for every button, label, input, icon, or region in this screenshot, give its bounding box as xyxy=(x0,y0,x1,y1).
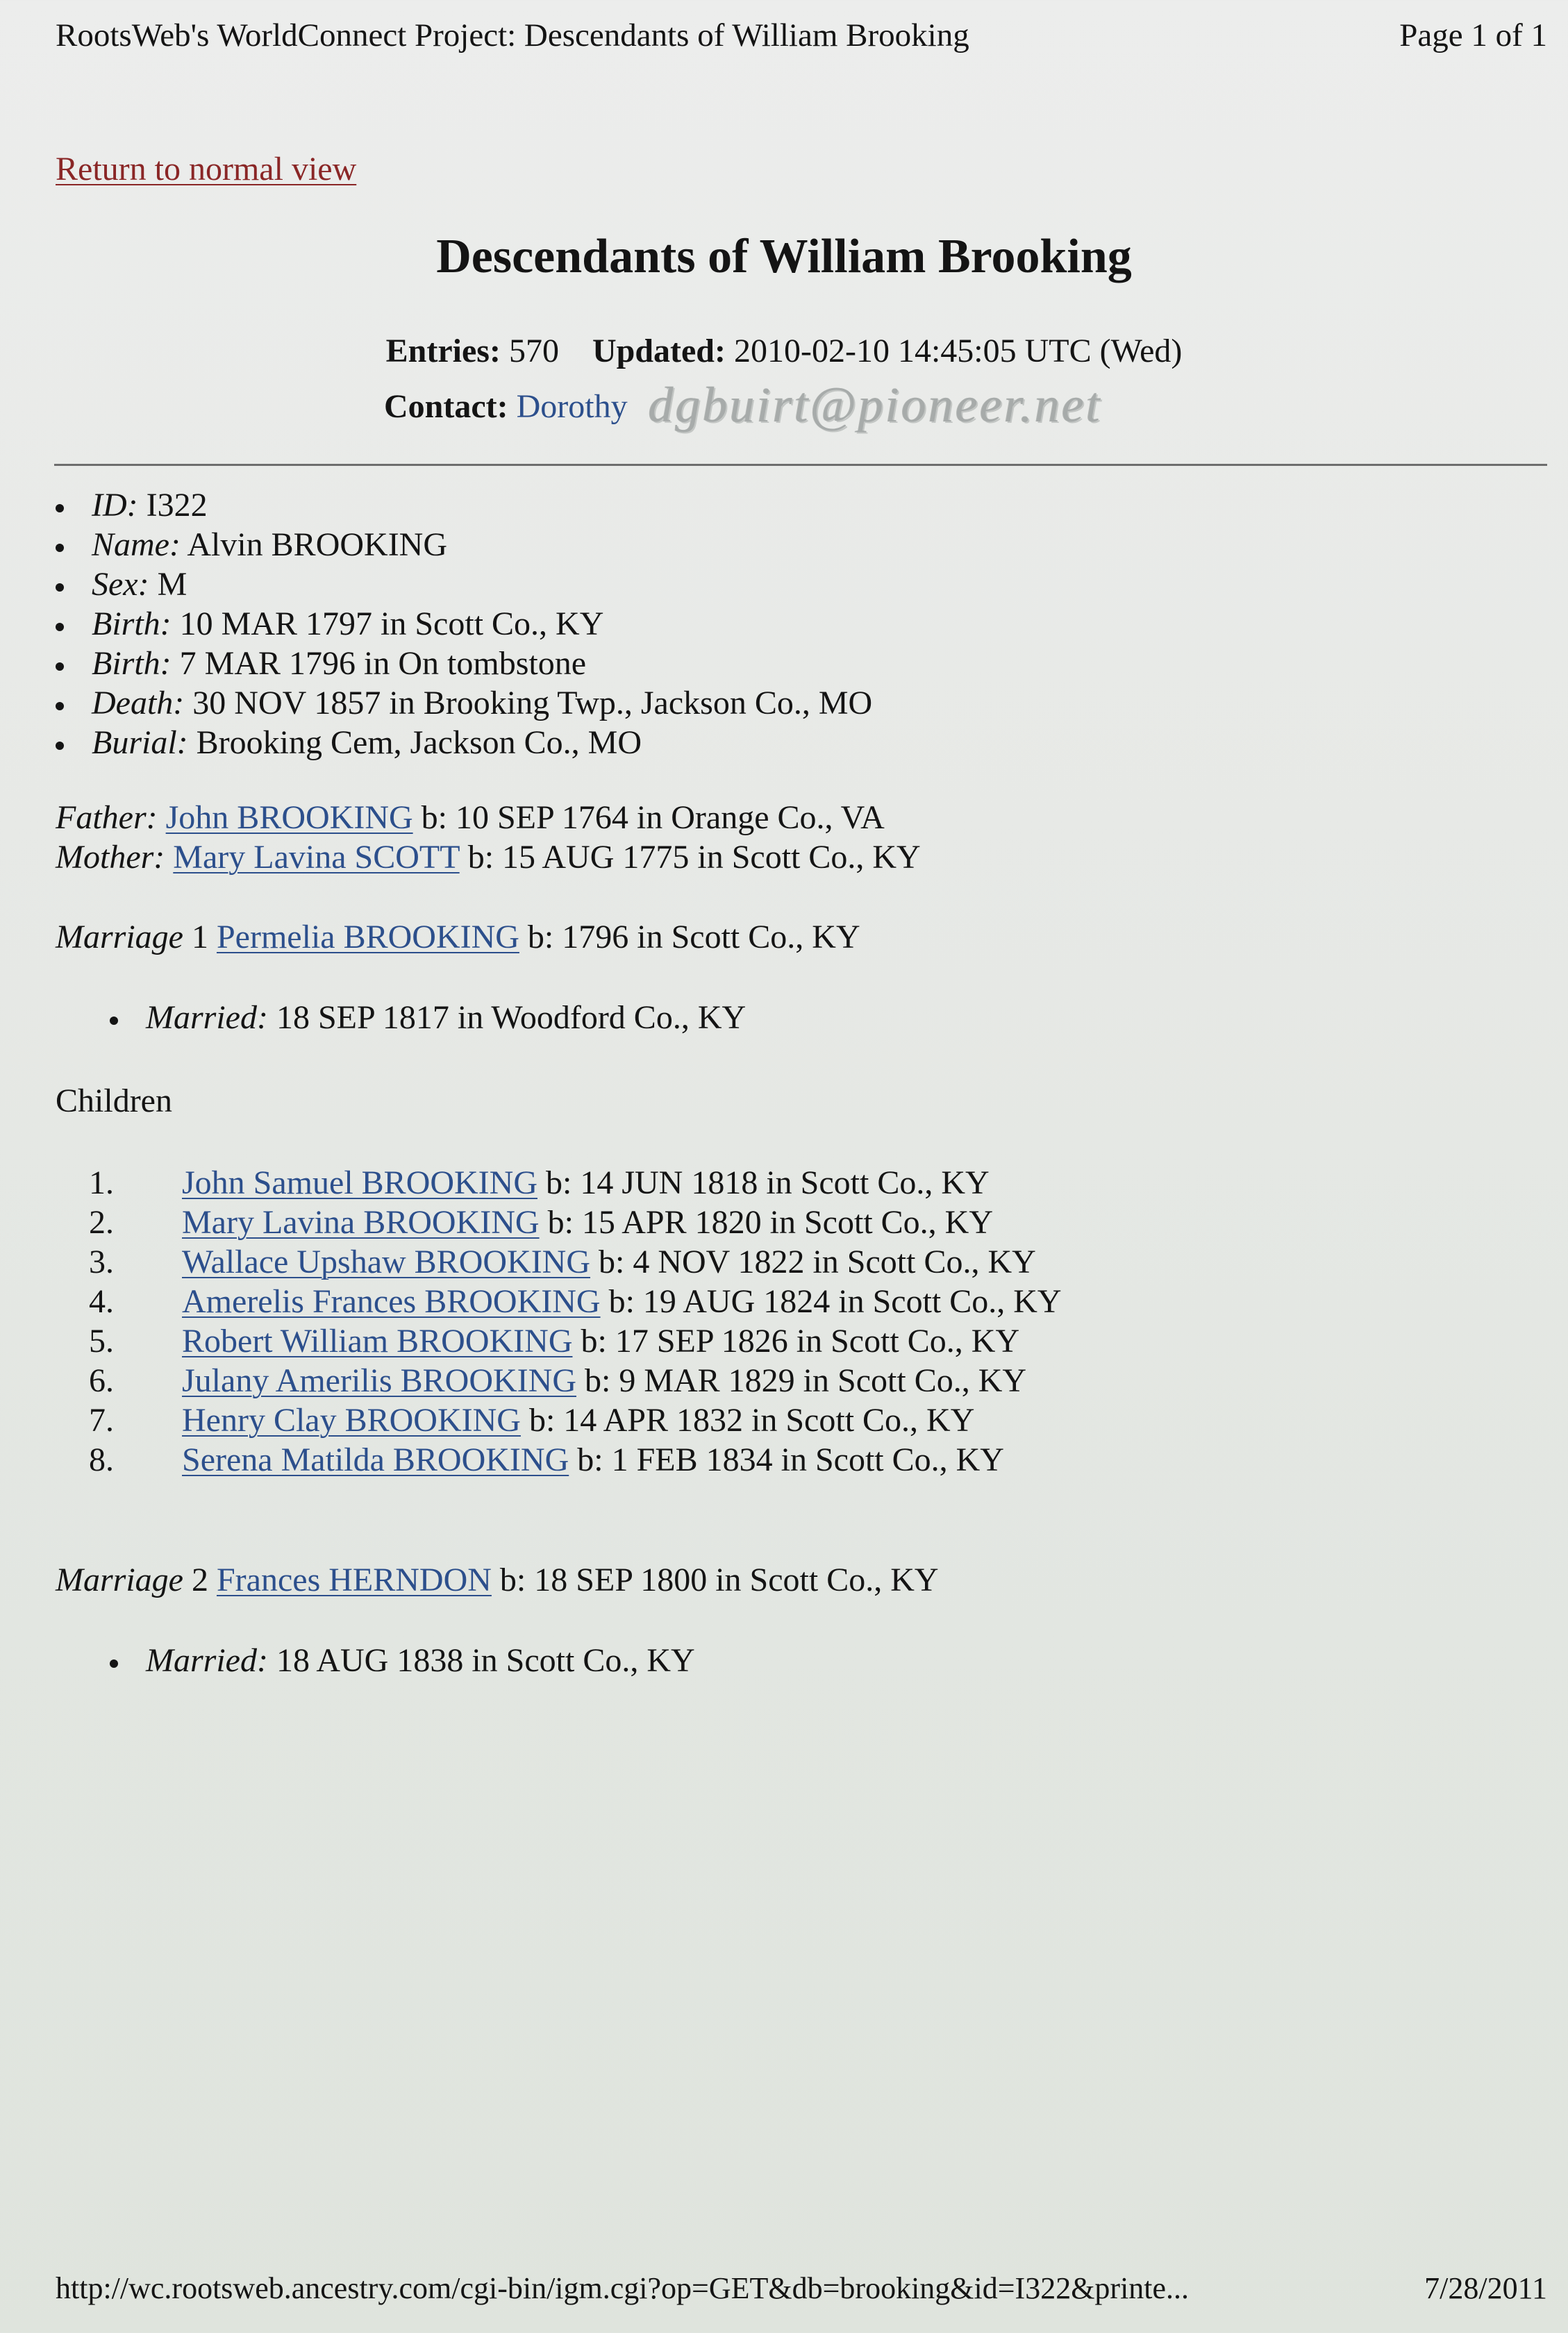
child-link[interactable]: Mary Lavina BROOKING xyxy=(182,1204,540,1241)
fact-label: ID: xyxy=(92,487,138,524)
children-heading: Children xyxy=(56,1082,172,1119)
fact-value: I322 xyxy=(146,487,208,524)
father-label: Father: xyxy=(56,799,158,836)
child-item xyxy=(182,1164,990,1202)
fact-value: 10 MAR 1797 in Scott Co., KY xyxy=(179,605,604,642)
mother-line xyxy=(56,838,921,876)
child-birth-info: b: 1 FEB 1834 in Scott Co., KY xyxy=(577,1441,1004,1478)
updated-label: Updated: xyxy=(592,333,726,369)
marriage-label: Marriage xyxy=(56,919,183,955)
updated-timestamp: 2010-02-10 14:45:05 UTC (Wed) xyxy=(733,333,1183,369)
entries-count: 570 xyxy=(508,333,559,369)
child-item xyxy=(182,1282,1062,1321)
married-value: 18 SEP 1817 in Woodford Co., KY xyxy=(276,999,747,1036)
father-info: b: 10 SEP 1764 in Orange Co., VA xyxy=(421,799,885,836)
child-item xyxy=(182,1203,993,1241)
marriage-number: 1 xyxy=(191,919,208,955)
child-birth-info: b: 19 AUG 1824 in Scott Co., KY xyxy=(608,1283,1062,1320)
marriage-number: 2 xyxy=(191,1562,208,1598)
marriage-2-line xyxy=(56,1561,939,1599)
mother-link[interactable]: Mary Lavina SCOTT xyxy=(173,839,460,876)
child-link[interactable]: Wallace Upshaw BROOKING xyxy=(182,1244,590,1280)
child-birth-info: b: 15 APR 1820 in Scott Co., KY xyxy=(547,1204,993,1241)
document-title: RootsWeb's WorldConnect Project: Descendants of William Brooking xyxy=(56,17,969,53)
page-title: Descendants of William Brooking xyxy=(436,230,1132,283)
mother-label: Mother: xyxy=(56,839,165,876)
fact-value: 7 MAR 1796 in On tombstone xyxy=(179,645,587,682)
child-link[interactable]: John Samuel BROOKING xyxy=(182,1164,537,1201)
child-number: 7. xyxy=(89,1402,114,1439)
married-label: Married: xyxy=(146,999,268,1036)
contact-line xyxy=(384,372,1102,433)
father-link[interactable]: John BROOKING xyxy=(165,799,413,836)
father-line xyxy=(56,798,885,837)
contact-link[interactable]: Dorothy xyxy=(516,388,628,425)
page-number: Page 1 of 1 xyxy=(1399,17,1547,53)
child-item xyxy=(182,1243,1036,1281)
marriage-1-line xyxy=(56,918,860,956)
child-link[interactable]: Robert William BROOKING xyxy=(182,1323,573,1360)
spouse-1-info: b: 1796 in Scott Co., KY xyxy=(527,919,860,955)
fact-label: Name: xyxy=(92,526,181,563)
fact-label: Birth: xyxy=(92,605,172,642)
fact-value: Alvin BROOKING xyxy=(187,526,447,563)
child-link[interactable]: Henry Clay BROOKING xyxy=(182,1402,521,1439)
child-link[interactable]: Amerelis Frances BROOKING xyxy=(182,1283,601,1320)
child-birth-info: b: 14 APR 1832 in Scott Co., KY xyxy=(528,1402,975,1439)
contact-email-image: dgbuirt@pioneer.net xyxy=(648,377,1102,433)
child-birth-info: b: 14 JUN 1818 in Scott Co., KY xyxy=(546,1164,990,1201)
child-number: 4. xyxy=(89,1283,114,1320)
spouse-2-info: b: 18 SEP 1800 in Scott Co., KY xyxy=(499,1562,939,1598)
child-number: 3. xyxy=(89,1244,114,1280)
footer-date: 7/28/2011 xyxy=(1424,2271,1547,2305)
fact-label: Burial: xyxy=(92,724,188,761)
married-value: 18 AUG 1838 in Scott Co., KY xyxy=(276,1642,695,1679)
spouse-1-link[interactable]: Permelia BROOKING xyxy=(216,919,519,955)
child-number: 1. xyxy=(89,1164,114,1201)
fact-value: 30 NOV 1857 in Brooking Twp., Jackson Co., MO xyxy=(192,685,873,721)
mother-info: b: 15 AUG 1775 in Scott Co., KY xyxy=(467,839,921,876)
child-number: 6. xyxy=(89,1362,114,1399)
fact-label: Sex: xyxy=(92,566,149,603)
child-link[interactable]: Serena Matilda BROOKING xyxy=(182,1441,569,1478)
entries-updated-line xyxy=(0,332,1568,370)
child-birth-info: b: 17 SEP 1826 in Scott Co., KY xyxy=(581,1323,1020,1360)
fact-label: Birth: xyxy=(92,645,172,682)
marriage-label: Marriage xyxy=(56,1562,183,1598)
fact-value: Brooking Cem, Jackson Co., MO xyxy=(196,724,642,761)
child-number: 5. xyxy=(89,1323,114,1360)
entries-label: Entries: xyxy=(385,333,501,369)
footer-url: http://wc.rootsweb.ancestry.com/cgi-bin/igm.cgi?op=GET&db=brooking&id=I322&printe... xyxy=(56,2271,1190,2305)
married-label: Married: xyxy=(146,1642,268,1679)
child-number: 2. xyxy=(89,1204,114,1241)
child-item xyxy=(182,1441,1004,1479)
child-link[interactable]: Julany Amerilis BROOKING xyxy=(182,1362,576,1399)
return-to-normal-view-link[interactable]: Return to normal view xyxy=(56,151,357,187)
contact-label: Contact: xyxy=(384,388,508,425)
child-item xyxy=(182,1362,1026,1400)
child-number: 8. xyxy=(89,1441,114,1478)
fact-value: M xyxy=(157,566,187,603)
child-birth-info: b: 4 NOV 1822 in Scott Co., KY xyxy=(599,1244,1036,1280)
child-item xyxy=(182,1401,974,1439)
fact-label: Death: xyxy=(92,685,185,721)
child-item xyxy=(182,1322,1019,1360)
child-birth-info: b: 9 MAR 1829 in Scott Co., KY xyxy=(584,1362,1027,1399)
spouse-2-link[interactable]: Frances HERNDON xyxy=(216,1562,492,1598)
header-divider xyxy=(54,464,1547,466)
